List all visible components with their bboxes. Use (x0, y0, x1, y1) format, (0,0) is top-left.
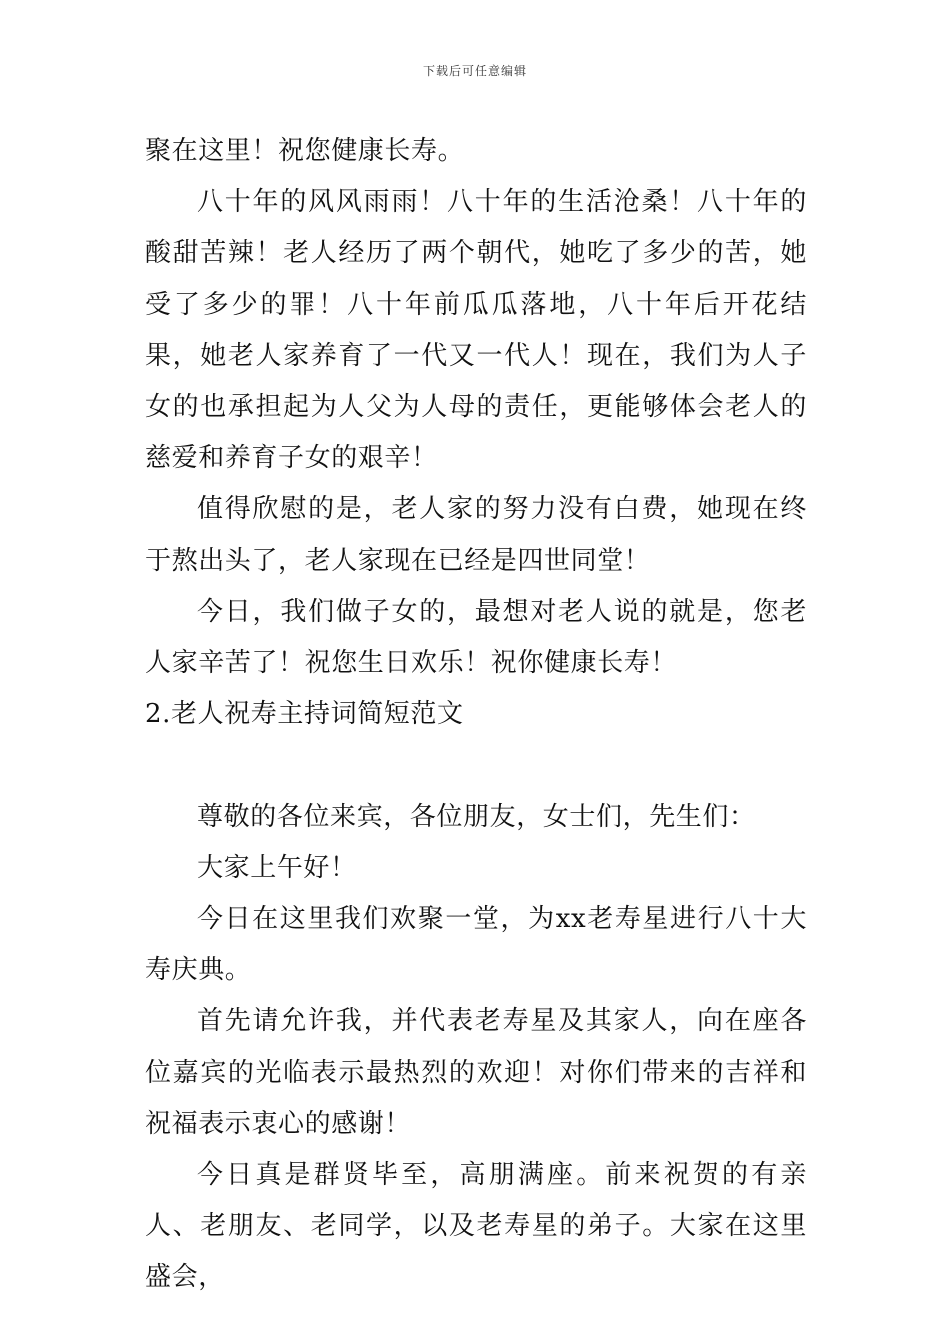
paragraph: 尊敬的各位来宾，各位朋友，女士们，先生们： (197, 801, 756, 832)
paragraph: 今日真是群贤毕至，高朋满座。前来祝贺的有亲人、老朋友、老同学，以及老寿星的弟子。大家在这里盛会， (145, 1160, 807, 1293)
paragraph: 值得欣慰的是，老人家的努力没有白费，她现在终于熬出头了，老人家现在已经是四世同堂！ (145, 494, 807, 576)
paragraph: 今日在这里我们欢聚一堂，为xx老寿星进行八十大寿庆典。 (145, 904, 807, 986)
paragraph: 首先请允许我，并代表老寿星及其家人，向在座各位嘉宾的光临表示最热烈的欢迎！对你们带来的吉祥和祝福表示衷心的感谢！ (145, 1006, 807, 1139)
section-heading: 2.老人祝寿主持词简短范文 (145, 699, 464, 730)
paragraph: 八十年的风风雨雨！八十年的生活沧桑！八十年的酸甜苦辣！老人经历了两个朝代，她吃了多少的苦，她受了多少的罪！八十年前瓜瓜落地，八十年后开花结果，她老人家养育了一代又一代人！现在，我们为人子女的也承担起为人父为人母的责任，更能够体会老人的慈爱和养育子女的艰辛！ (145, 187, 807, 474)
paragraph: 今日，我们做子女的，最想对老人说的就是，您老人家辛苦了！祝您生日欢乐！祝你健康长寿！ (145, 596, 807, 679)
document-body (145, 126, 807, 1304)
paragraph: 大家上午好！ (197, 852, 357, 883)
blank-line (145, 740, 807, 791)
page-header: 下载后可任意编辑 (422, 64, 527, 78)
paragraph-continuation: 聚在这里！祝您健康长寿。 (145, 136, 465, 166)
